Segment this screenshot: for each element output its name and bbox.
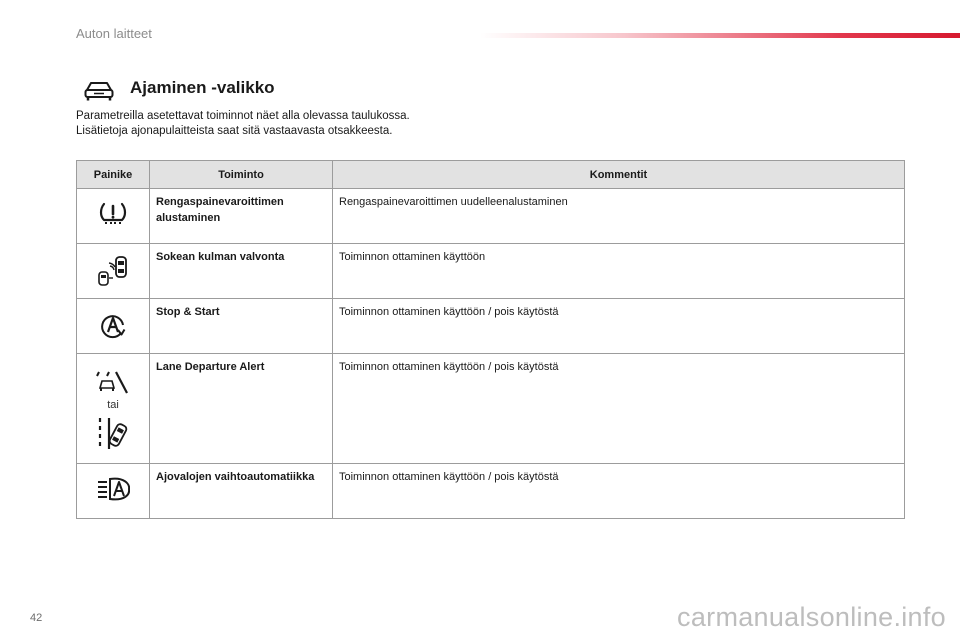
header-title: Auton laitteet [76,26,152,41]
icon-cell [77,299,150,354]
lane-departure-alt-icon [96,415,130,453]
or-separator: tai [107,399,119,411]
table-row [77,299,905,354]
tire-pressure-warning-icon [99,201,127,227]
stop-start-icon [99,311,127,341]
function-cell: Rengaspainevaroittimen alustaminen [150,189,333,244]
comment-cell: Toiminnon ottaminen käyttöön / pois käytöstä [333,299,905,354]
function-cell: Lane Departure Alert [150,354,333,464]
automatic-high-beam-icon [96,476,130,502]
comment-cell: Toiminnon ottaminen käyttöön / pois käytöstä [333,464,905,519]
car-icon [84,80,114,102]
lane-departure-alert-icon [96,366,130,396]
intro-line-1: Parametreilla asetettavat toiminnot näet alla olevassa taulukossa. [76,110,410,122]
blind-spot-monitoring-icon [96,254,130,288]
table-row [77,189,905,244]
table-row [77,464,905,519]
comment-cell: Rengaspainevaroittimen uudelleenalustaminen [333,189,905,244]
column-header-function: Toiminto [150,161,333,189]
intro-text [76,109,776,139]
function-cell: Sokean kulman valvonta [150,244,333,299]
comment-cell: Toiminnon ottaminen käyttöön [333,244,905,299]
table-header-row [77,161,905,189]
comment-cell: Toiminnon ottaminen käyttöön / pois käytöstä [333,354,905,464]
column-header-button: Painike [77,161,150,189]
column-header-comment: Kommentit [333,161,905,189]
icon-cell [77,354,150,464]
icon-cell [77,464,150,519]
table-row [77,354,905,464]
function-cell: Stop & Start [150,299,333,354]
intro-line-2: Lisätietoja ajonapulaitteista saat sitä vastaavasta otsakkeesta. [76,125,393,137]
function-cell: Ajovalojen vaihtoautomatiikka [150,464,333,519]
table-row [77,244,905,299]
icon-cell [77,189,150,244]
feature-table [76,160,905,519]
icon-cell [77,244,150,299]
header-accent-bar [480,33,960,38]
page-number: 42 [30,612,43,624]
section-title: Ajaminen -valikko [130,78,275,97]
watermark: carmanualsonline.info [677,602,946,632]
